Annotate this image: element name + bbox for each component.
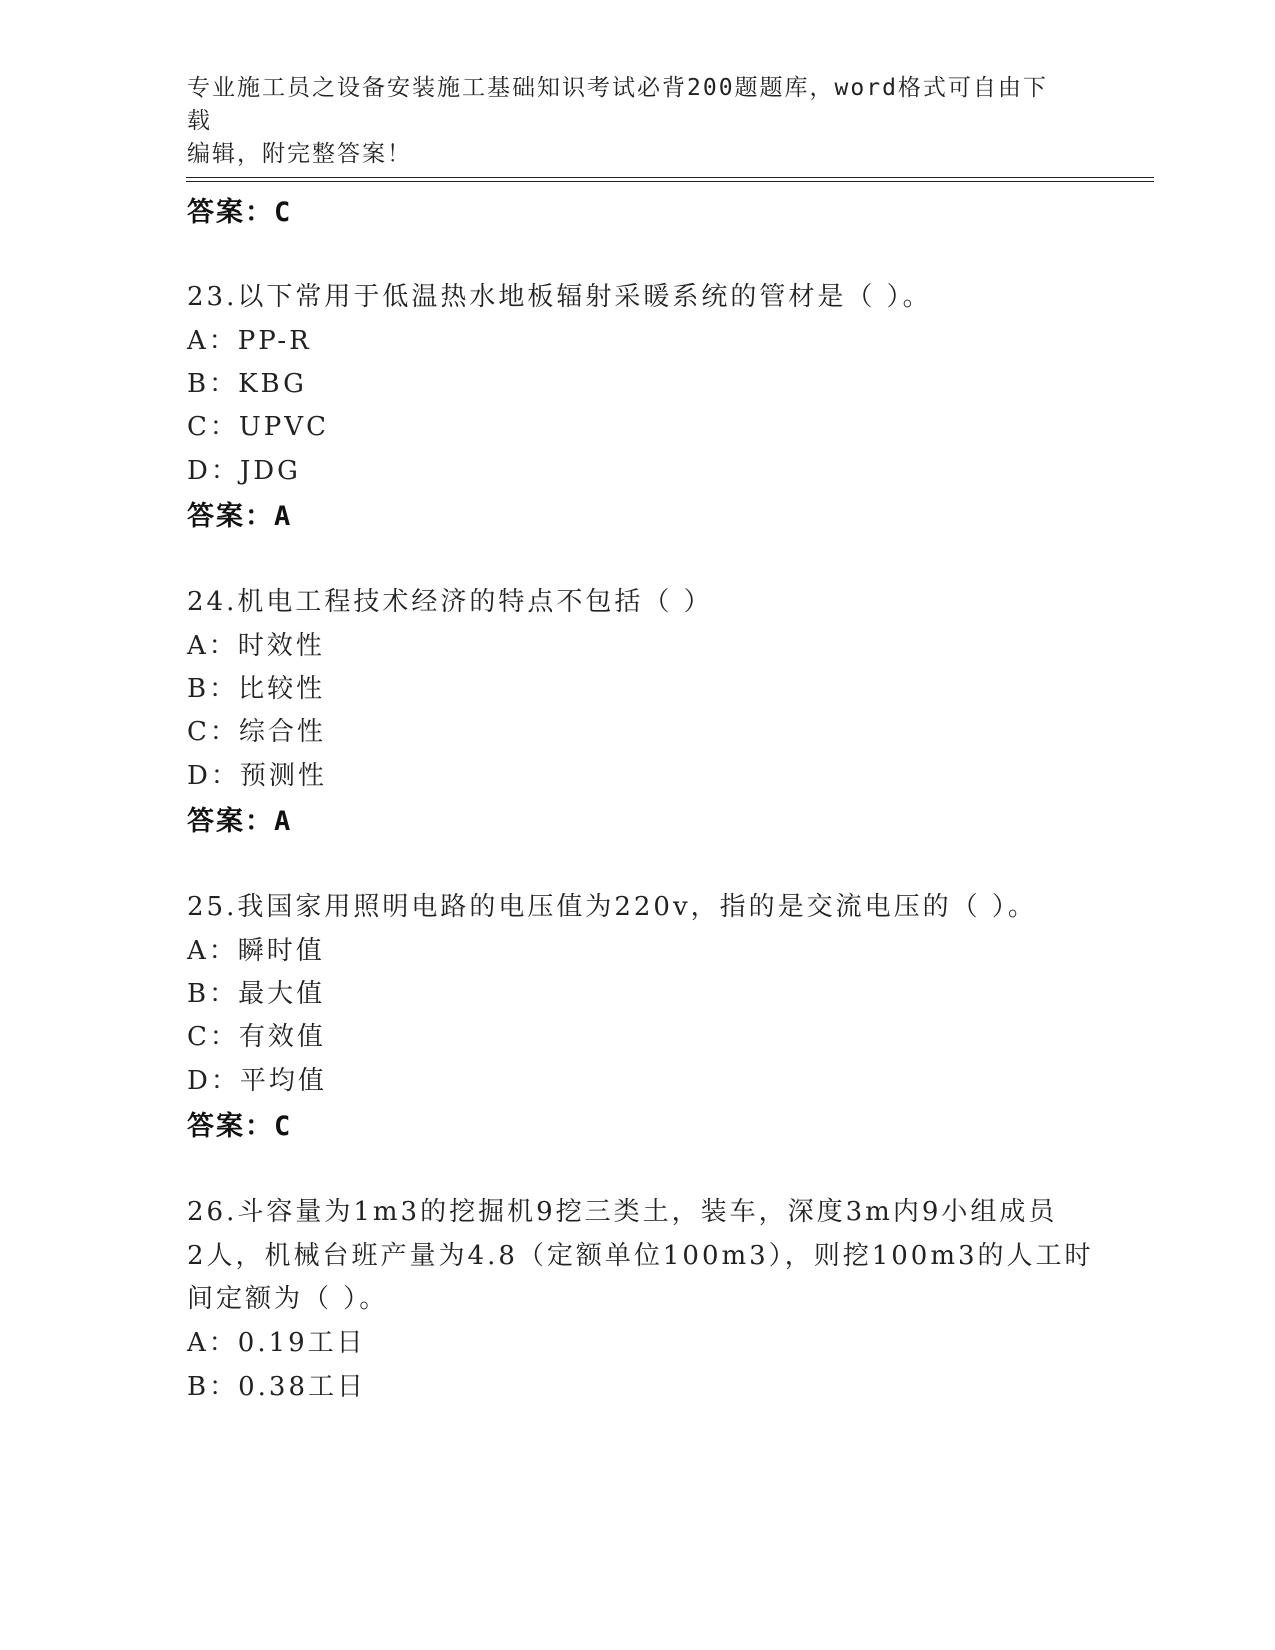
answer-label: 答案： — [187, 197, 274, 228]
option-c: C：有效值 — [187, 1022, 326, 1052]
option-a: A：PP-R — [187, 326, 312, 356]
header-divider-bottom — [186, 181, 1154, 182]
answer-value: A — [274, 501, 293, 532]
option-a: A：时效性 — [187, 631, 325, 661]
header-line-1: 专业施工员之设备安装施工基础知识考试必背200题题库，word格式可自由下载 — [187, 75, 1048, 134]
answer-label: 答案： — [187, 806, 274, 837]
question-stem: 24.机电工程技术经济的特点不包括（ ） — [187, 587, 713, 617]
answer-line — [187, 494, 292, 533]
answer-label: 答案： — [187, 501, 274, 532]
answer-value: C — [274, 1111, 293, 1142]
option-a: A：瞬时值 — [187, 936, 325, 966]
option-a: A：0.19工日 — [187, 1328, 366, 1358]
answer-value: C — [274, 197, 293, 228]
header-divider-top — [186, 177, 1154, 178]
answer-label: 答案： — [187, 1111, 274, 1142]
answer-line — [187, 190, 292, 229]
answer-value: A — [274, 806, 293, 837]
answer-line — [187, 799, 292, 838]
question-stem: 25.我国家用照明电路的电压值为220v，指的是交流电压的（ ）。 — [187, 892, 1037, 922]
option-b: B：0.38工日 — [187, 1372, 366, 1402]
option-d: D：预测性 — [187, 761, 327, 791]
option-c: C：综合性 — [187, 717, 326, 747]
header-line-2: 编辑，附完整答案！ — [187, 141, 412, 167]
question-stem-line-3: 间定额为（ ）。 — [187, 1284, 389, 1314]
document-header — [187, 72, 1067, 171]
option-b: B：最大值 — [187, 979, 326, 1009]
option-d: D：JDG — [187, 456, 301, 486]
option-b: B：比较性 — [187, 674, 326, 704]
option-d: D：平均值 — [187, 1066, 327, 1096]
answer-line — [187, 1104, 292, 1143]
question-stem-line-2: 2人，机械台班产量为4.8（定额单位100m3），则挖100m3的人工时 — [187, 1241, 1094, 1271]
question-stem-line-1: 26.斗容量为1m3的挖掘机9挖三类土，装车，深度3m内9小组成员 — [187, 1197, 1058, 1227]
option-c: C：UPVC — [187, 412, 329, 442]
question-stem: 23.以下常用于低温热水地板辐射采暖系统的管材是（ ）。 — [187, 282, 932, 312]
option-b: B：KBG — [187, 369, 307, 399]
